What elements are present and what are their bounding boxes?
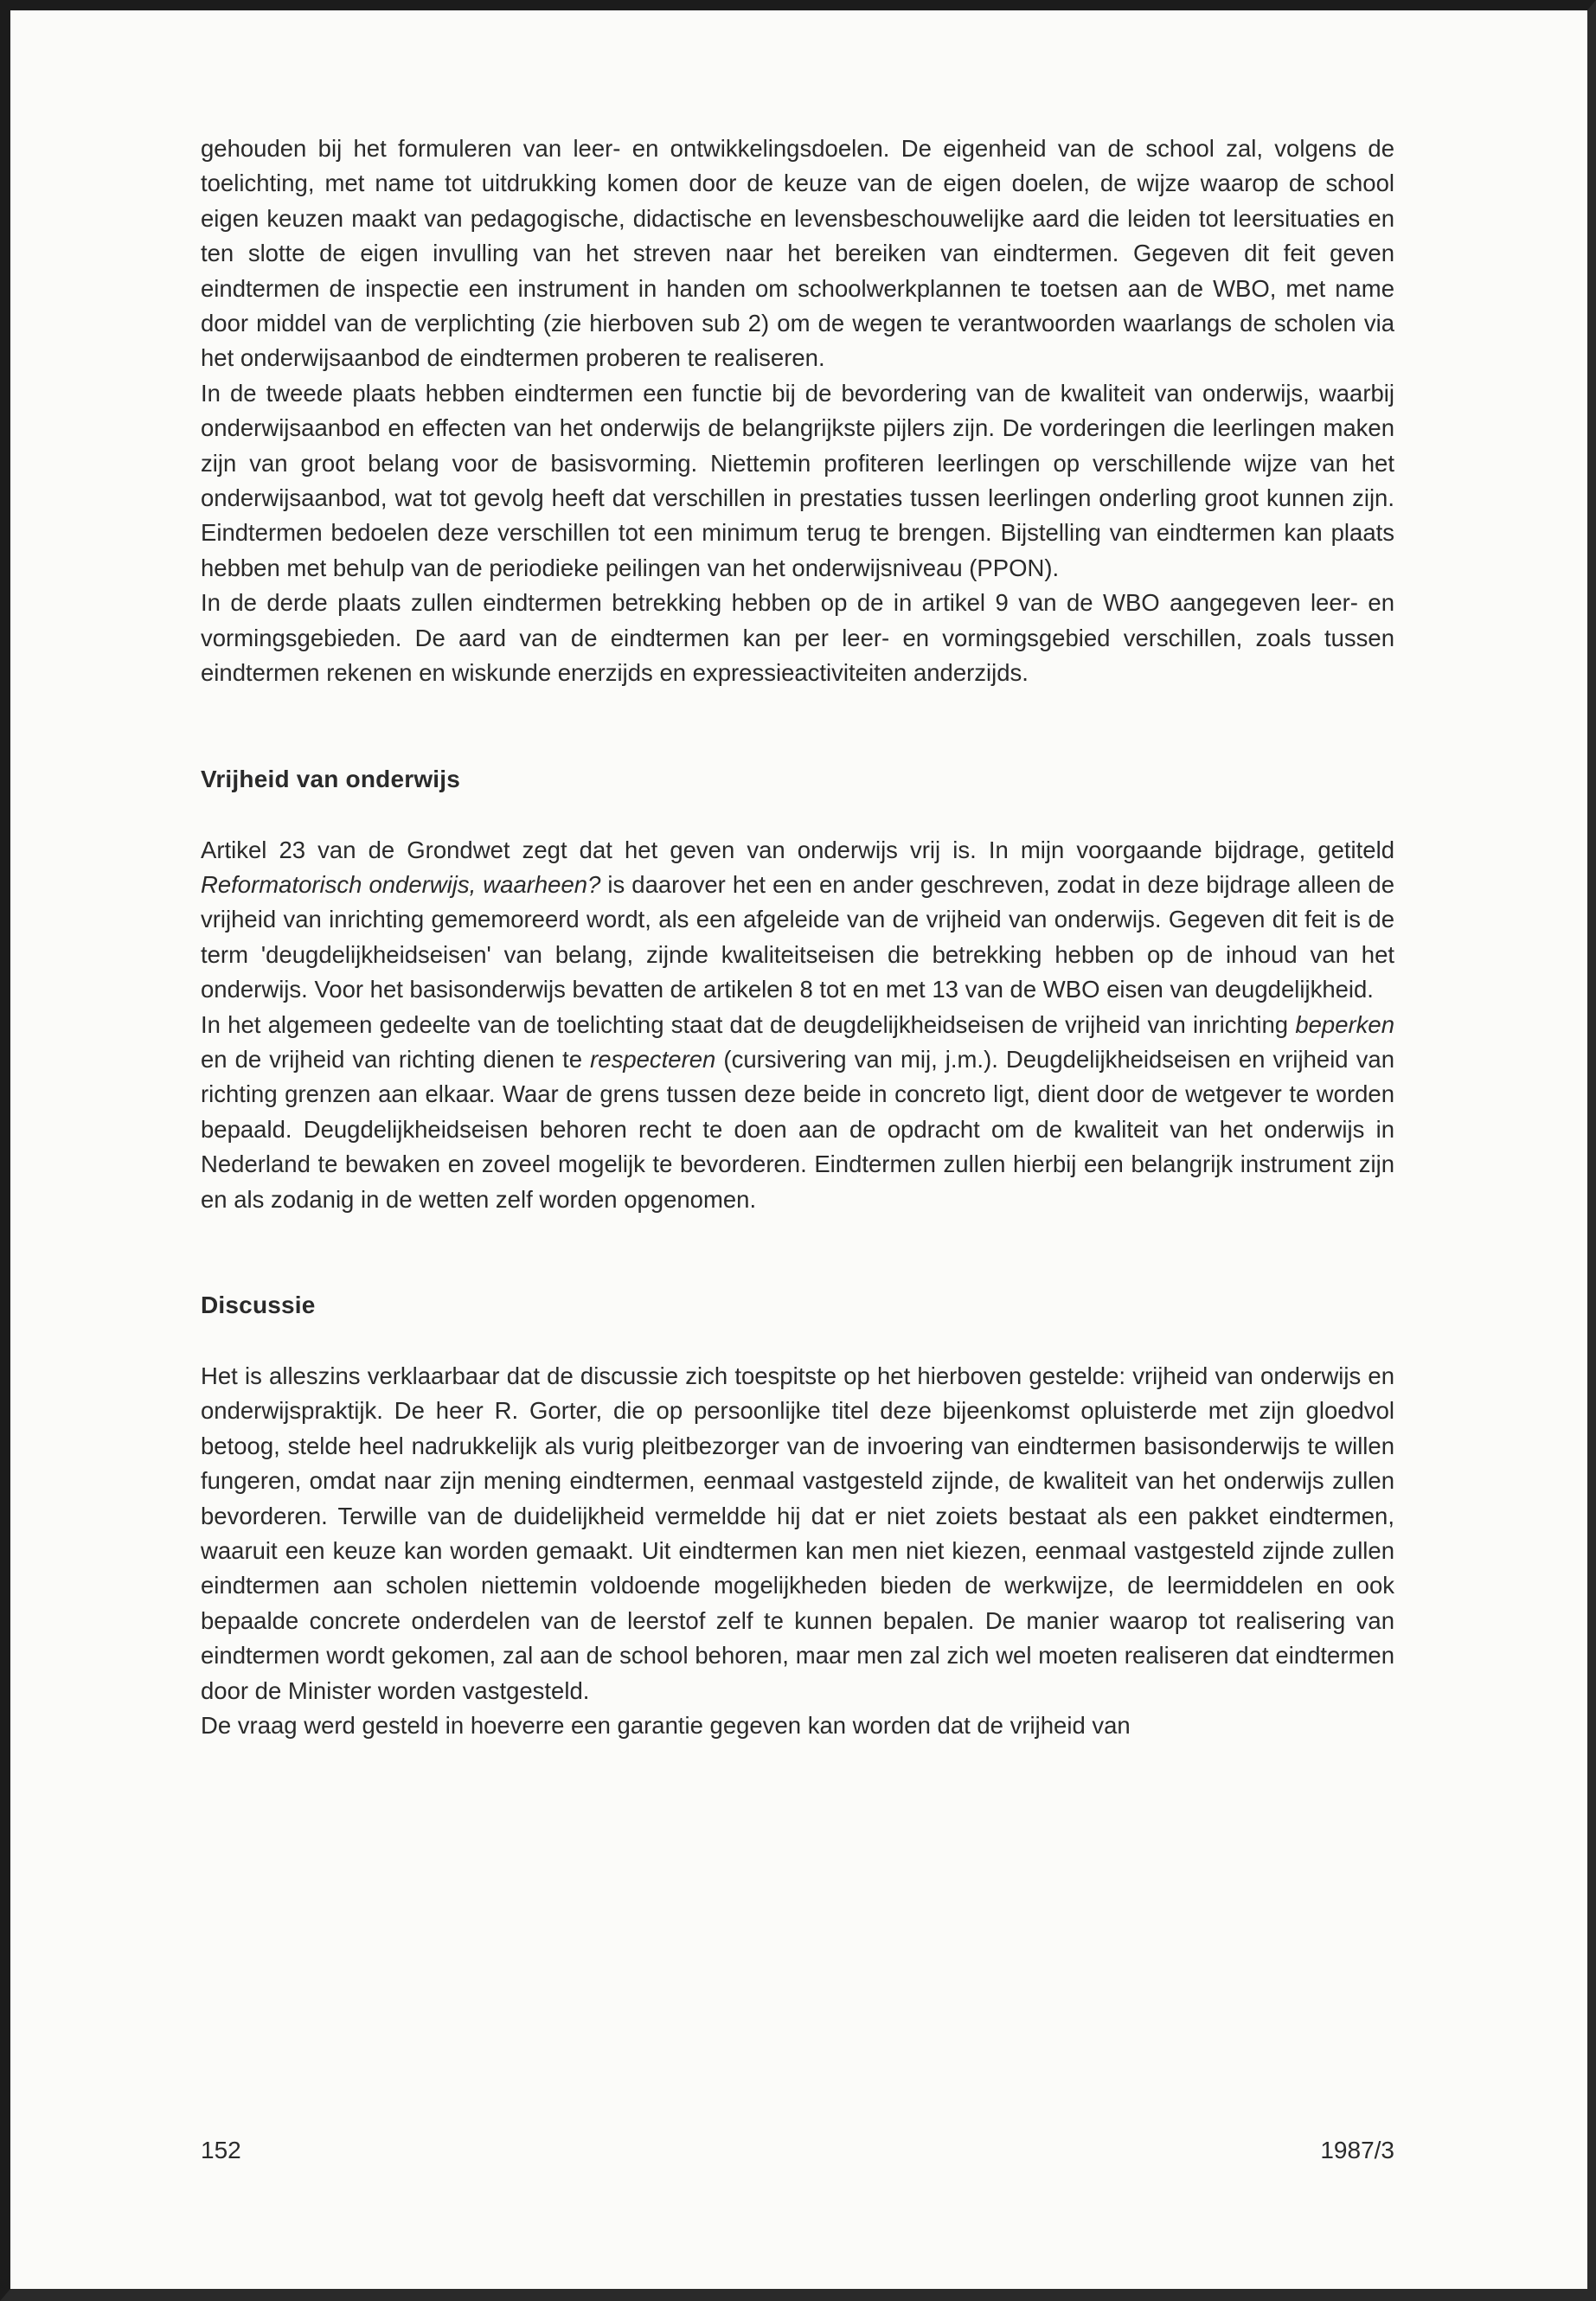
text-run: Artikel 23 van de Grondwet zegt dat het geven van onderwijs vrij is. In mijn voorgaande bijdrage, getiteld [201, 836, 1394, 863]
heading-vrijheid-van-onderwijs: Vrijheid van onderwijs [201, 765, 461, 792]
spacer [201, 1217, 1394, 1288]
text-run: (cursivering van mij, j.m.). Deugdelijkheidseisen en vrijheid van richting grenzen aan elkaar. Waar de grens tussen deze beide in concreto ligt, dient door de wetgever te worden bepaald. Deugdelijkheidseisen behoren recht te doen aan de opdracht om de kwaliteit van het onderwijs in Nederland te bewaken en zoveel mogelijk te bevorderen. Eindtermen zullen hierbij een belangrijk instrument zijn en als zodanig in de wetten zelf worden opgenomen. [201, 1045, 1394, 1213]
italic-title: Reformatorisch onderwijs, waarheen? [201, 870, 601, 898]
paragraph-vraag-garantie: De vraag werd gesteld in hoeverre een garantie gegeven kan worden dat de vrijheid van [201, 1712, 1131, 1740]
spacer [201, 691, 1394, 762]
paragraph-eigenheid: gehouden bij het formuleren van leer- en ontwikkelingsdoelen. De eigenheid van de school zal, volgens de toelichting, met name tot uitdrukking komen door de keuze van de eigen doelen, de wijze waarop de school eigen keuzen maakt van pedagogische, didactische en levensbeschouwelijke aard die leiden tot leersituaties en ten slotte de eigen invulling van het streven naar het bereiken van eindtermen. Gegeven dit feit geven eindtermen de inspectie een instrument in handen om schoolwerkplannen te toetsen aan de WBO, met name door middel van de verplichting (zie hierboven sub 2) om de wegen te verantwoorden waarlangs de scholen via het onderwijsaanbod de eindtermen proberen te realiseren. [201, 135, 1394, 372]
paragraph-derde-plaats: In de derde plaats zullen eindtermen betrekking hebben op de in artikel 9 van de WBO aangegeven leer- en vormingsgebieden. De aard van de eindtermen kan per leer- en vormingsgebied verschillen, zoals tussen eindtermen rekenen en wiskunde enerzijds en expressieactiviteiten anderzijds. [201, 589, 1394, 687]
spacer [201, 1323, 1394, 1359]
text-run: en de vrijheid van richting dienen te [201, 1045, 591, 1073]
paragraph-tweede-plaats: In de tweede plaats hebben eindtermen een functie bij de bevordering van de kwaliteit van onderwijs, waarbij onderwijsaanbod en effecten van het onderwijs de belangrijkste pijlers zijn. De vorderingen die leerlingen maken zijn van groot belang voor de basisvorming. Niettemin profiteren leerlingen op verschillende wijze van het onderwijsaanbod, wat tot gevolg heeft dat verschillen in prestaties tussen leerlingen onderling groot kunnen zijn. Eindtermen bedoelen deze verschillen tot een minimum terug te brengen. Bijstelling van eindtermen kan plaats hebben met behulp van de periodieke peilingen van het onderwijsniveau (PPON). [201, 379, 1394, 581]
heading-discussie: Discussie [201, 1291, 316, 1318]
paragraph-discussie: Het is alleszins verklaarbaar dat de discussie zich toespitste op het hierboven gestelde: vrijheid van onderwijs en onderwijspraktijk. De heer R. Gorter, die op persoonlijke titel deze bijeenkomst opluisterde met zijn gloedvol betoog, stelde heel nadrukkelijk als vurig pleitbezorger van de invoering van eindtermen basisonderwijs te willen fungeren, omdat naar zijn mening eindtermen, eenmaal vastgesteld zijnde, de kwaliteit van het onderwijs zullen bevorderen. Terwille van de duidelijkheid vermeldde hij dat er niet zoiets bestaat als een pakket eindtermen, waaruit een keuze kan worden gemaakt. Uit eindtermen kan men niet kiezen, eenmaal vastgesteld zijnde zullen eindtermen aan scholen niettemin voldoende mogelijkheden bieden de werkwijze, de leermiddelen en ook bepaalde concrete onderdelen van de leerstof zelf te kunnen bepalen. De manier waarop tot realisering van eindtermen wordt gekomen, zal aan de school behoren, maar men zal zich wel moeten realiseren dat eindtermen door de Minister worden vastgesteld. [201, 1362, 1394, 1704]
document-page [201, 131, 1394, 1743]
italic-respecteren: respecteren [590, 1045, 716, 1073]
italic-beperken: beperken [1295, 1010, 1394, 1038]
text-run: is daarover het een en ander geschreven, zodat in deze bijdrage alleen de vrijheid van inrichting gememoreerd wordt, als een afgeleide van de vrijheid van onderwijs. Gegeven dit feit is de term 'deugdelijkheidseisen' van belang, zijnde kwaliteitseisen die betrekking hebben op de inhoud van het onderwijs. Voor het basisonderwijs bevatten de artikelen 8 tot en met 13 van de WBO eisen van deugdelijkheid. [201, 870, 1395, 1003]
page-number: 152 [201, 2137, 241, 2163]
issue-number: 1987/3 [1320, 2137, 1394, 2163]
spacer [201, 797, 1394, 833]
paragraph-artikel-23 [201, 833, 1394, 1008]
text-run: In het algemeen gedeelte van de toelichting staat dat de deugdelijkheidseisen de vrijheid van inrichting [201, 1010, 1296, 1038]
page-footer [201, 2137, 1394, 2171]
paragraph-algemeen-gedeelte [201, 1008, 1394, 1217]
